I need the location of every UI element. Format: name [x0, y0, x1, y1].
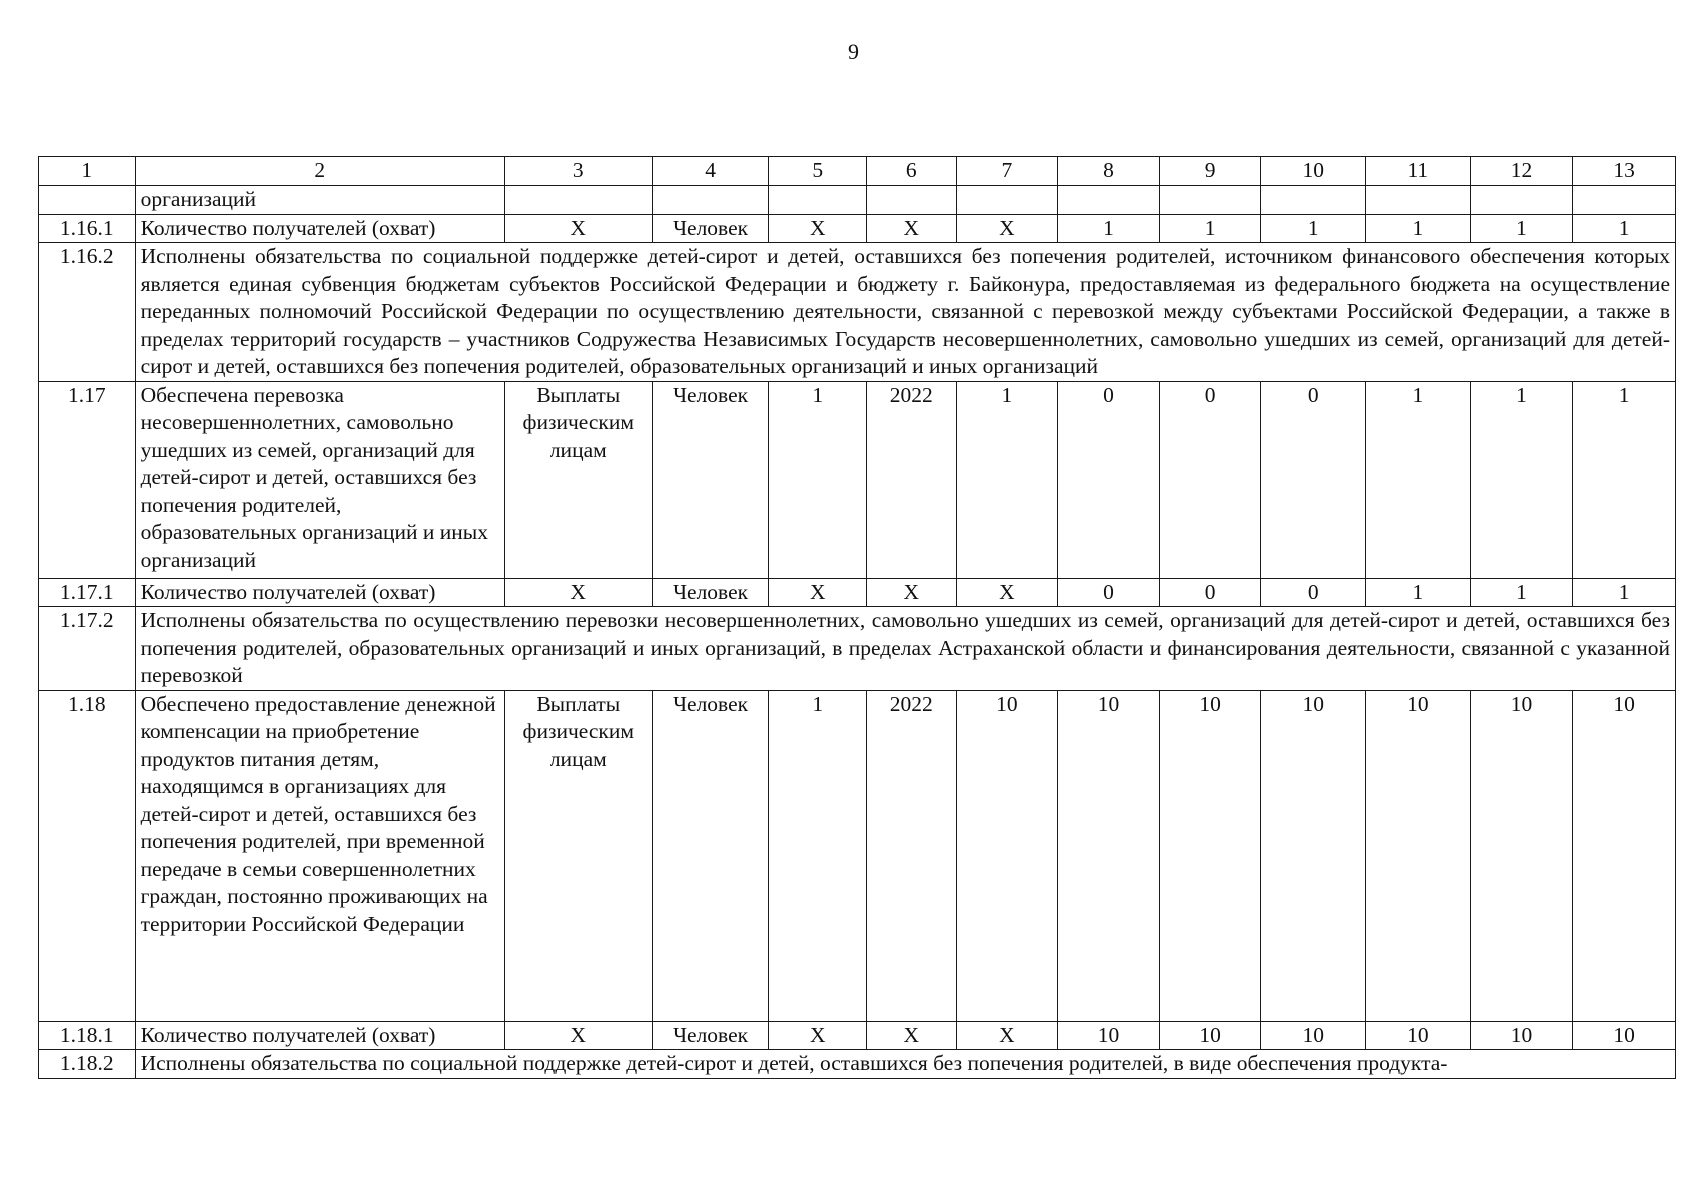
value-col-8: 10 — [1058, 1021, 1160, 1050]
empty-cell — [652, 186, 769, 215]
column-numbers-row — [39, 157, 1676, 186]
unit: Человек — [652, 1021, 769, 1050]
value-col-13: 1 — [1573, 578, 1676, 607]
table-row — [39, 578, 1676, 607]
row-id: 1.18.1 — [39, 1021, 136, 1050]
column-number-8: 8 — [1058, 157, 1160, 186]
table-row — [39, 214, 1676, 243]
column-number-3: 3 — [504, 157, 652, 186]
value-col-10: 10 — [1261, 690, 1366, 1021]
column-number-2: 2 — [135, 157, 504, 186]
page-number: 9 — [848, 39, 859, 64]
table-row — [39, 1021, 1676, 1050]
value-col-9: 0 — [1159, 381, 1261, 578]
value-col-10: 0 — [1261, 578, 1366, 607]
value-col-11: 1 — [1366, 214, 1471, 243]
value-col-9: 10 — [1159, 1021, 1261, 1050]
unit: Человек — [652, 690, 769, 1021]
value-col-9: 0 — [1159, 578, 1261, 607]
value-col-8: 0 — [1058, 578, 1160, 607]
column-number-11: 11 — [1366, 157, 1471, 186]
col-7: Х — [956, 578, 1058, 607]
indicator-name: Количество получателей (охват) — [135, 214, 504, 243]
payment-type: Выплаты физическим лицам — [504, 690, 652, 1021]
unit: Человек — [652, 578, 769, 607]
unit: Человек — [652, 214, 769, 243]
indicator-name-continued: организаций — [135, 186, 504, 215]
table-row — [39, 381, 1676, 578]
value-col-12: 1 — [1470, 214, 1573, 243]
col-7: Х — [956, 1021, 1058, 1050]
column-number-4: 4 — [652, 157, 769, 186]
value-col-11: 1 — [1366, 381, 1471, 578]
col-5: Х — [769, 214, 867, 243]
row-id: 1.17.2 — [39, 607, 136, 691]
value-col-13: 10 — [1573, 1021, 1676, 1050]
value-col-12: 10 — [1470, 1021, 1573, 1050]
indicator-name: Количество получателей (охват) — [135, 578, 504, 607]
value-col-11: 10 — [1366, 1021, 1471, 1050]
payment-type: Х — [504, 578, 652, 607]
empty-cell — [1366, 186, 1471, 215]
value-col-13: 1 — [1573, 214, 1676, 243]
col-6: Х — [867, 1021, 957, 1050]
col-6: 2022 — [867, 690, 957, 1021]
empty-cell — [867, 186, 957, 215]
table-row — [39, 607, 1676, 691]
col-6: Х — [867, 214, 957, 243]
column-number-7: 7 — [956, 157, 1058, 186]
value-col-9: 1 — [1159, 214, 1261, 243]
column-number-10: 10 — [1261, 157, 1366, 186]
indicators-table — [38, 156, 1676, 1079]
result-description: Исполнены обязательства по осуществлению перевозки несовершеннолетних, самовольно ушедших из семей, организаций для детей-сирот и детей, оставшихся без попечения родителей, образовательных организаций и иных организаций, в пределах Астраханской области и финансирования деятельности, связанной с указанной перевозкой — [135, 607, 1675, 691]
row-id: 1.16.2 — [39, 243, 136, 382]
value-col-8: 10 — [1058, 690, 1160, 1021]
col-5: 1 — [769, 381, 867, 578]
result-description: Исполнены обязательства по социальной поддержке детей-сирот и детей, оставшихся без попечения родителей, в виде обеспечения продукта- — [135, 1050, 1675, 1079]
col-7: 1 — [956, 381, 1058, 578]
row-id: 1.18.2 — [39, 1050, 136, 1079]
table-row — [39, 243, 1676, 382]
row-id: 1.16.1 — [39, 214, 136, 243]
table-body — [39, 157, 1676, 1079]
empty-cell — [1058, 186, 1160, 215]
value-col-9: 10 — [1159, 690, 1261, 1021]
column-number-6: 6 — [867, 157, 957, 186]
empty-cell — [1159, 186, 1261, 215]
value-col-11: 10 — [1366, 690, 1471, 1021]
payment-type: Выплаты физическим лицам — [504, 381, 652, 578]
value-col-10: 10 — [1261, 1021, 1366, 1050]
column-number-9: 9 — [1159, 157, 1261, 186]
table-row — [39, 186, 1676, 215]
value-col-8: 0 — [1058, 381, 1160, 578]
indicator-name: Обеспечено предоставление денежной компенсации на приобретение продуктов питания детям, находящимся в организациях для детей-сирот и детей, оставшихся без попечения родителей, при временной передаче в семьи совершеннолетних граждан, постоянно проживающих на территории Российской Федерации — [135, 690, 504, 1021]
column-number-12: 12 — [1470, 157, 1573, 186]
payment-type: Х — [504, 214, 652, 243]
empty-cell — [1470, 186, 1573, 215]
col-6: Х — [867, 578, 957, 607]
value-col-8: 1 — [1058, 214, 1160, 243]
col-5: Х — [769, 1021, 867, 1050]
column-number-5: 5 — [769, 157, 867, 186]
col-7: 10 — [956, 690, 1058, 1021]
col-5: 1 — [769, 690, 867, 1021]
col-5: Х — [769, 578, 867, 607]
empty-cell — [956, 186, 1058, 215]
table-row — [39, 1050, 1676, 1079]
value-col-13: 1 — [1573, 381, 1676, 578]
empty-cell — [1573, 186, 1676, 215]
payment-type: Х — [504, 1021, 652, 1050]
empty-cell — [1261, 186, 1366, 215]
table-row — [39, 690, 1676, 1021]
column-number-13: 13 — [1573, 157, 1676, 186]
row-id-cell — [39, 186, 136, 215]
value-col-11: 1 — [1366, 578, 1471, 607]
empty-cell — [504, 186, 652, 215]
value-col-12: 1 — [1470, 578, 1573, 607]
result-description: Исполнены обязательства по социальной поддержке детей-сирот и детей, оставшихся без попечения родителей, источником финансового обеспечения которых является единая субвенция бюджетам субъектов Российской Федерации и бюджету г. Байконура, предоставляемая из федерального бюджета на осуществление переданных полномочий Российской Федерации по осуществлению деятельности, связанной с перевозкой между субъектами Российской Федерации, а также в пределах территорий государств – участников Содружества Независимых Государств несовершеннолетних, самовольно ушедших из семей, организаций для детей-сирот и детей, оставшихся без попечения родителей, образовательных организаций и иных организаций — [135, 243, 1675, 382]
row-id: 1.17 — [39, 381, 136, 578]
unit: Человек — [652, 381, 769, 578]
column-number-1: 1 — [39, 157, 136, 186]
row-id: 1.17.1 — [39, 578, 136, 607]
col-7: Х — [956, 214, 1058, 243]
indicator-name: Количество получателей (охват) — [135, 1021, 504, 1050]
value-col-10: 0 — [1261, 381, 1366, 578]
value-col-12: 1 — [1470, 381, 1573, 578]
value-col-13: 10 — [1573, 690, 1676, 1021]
row-id: 1.18 — [39, 690, 136, 1021]
col-6: 2022 — [867, 381, 957, 578]
value-col-12: 10 — [1470, 690, 1573, 1021]
value-col-10: 1 — [1261, 214, 1366, 243]
empty-cell — [769, 186, 867, 215]
indicator-name: Обеспечена перевозка несовершеннолетних, самовольно ушедших из семей, организаций для детей-сирот и детей, оставшихся без попечения родителей, образовательных организаций и иных организаций — [135, 381, 504, 578]
